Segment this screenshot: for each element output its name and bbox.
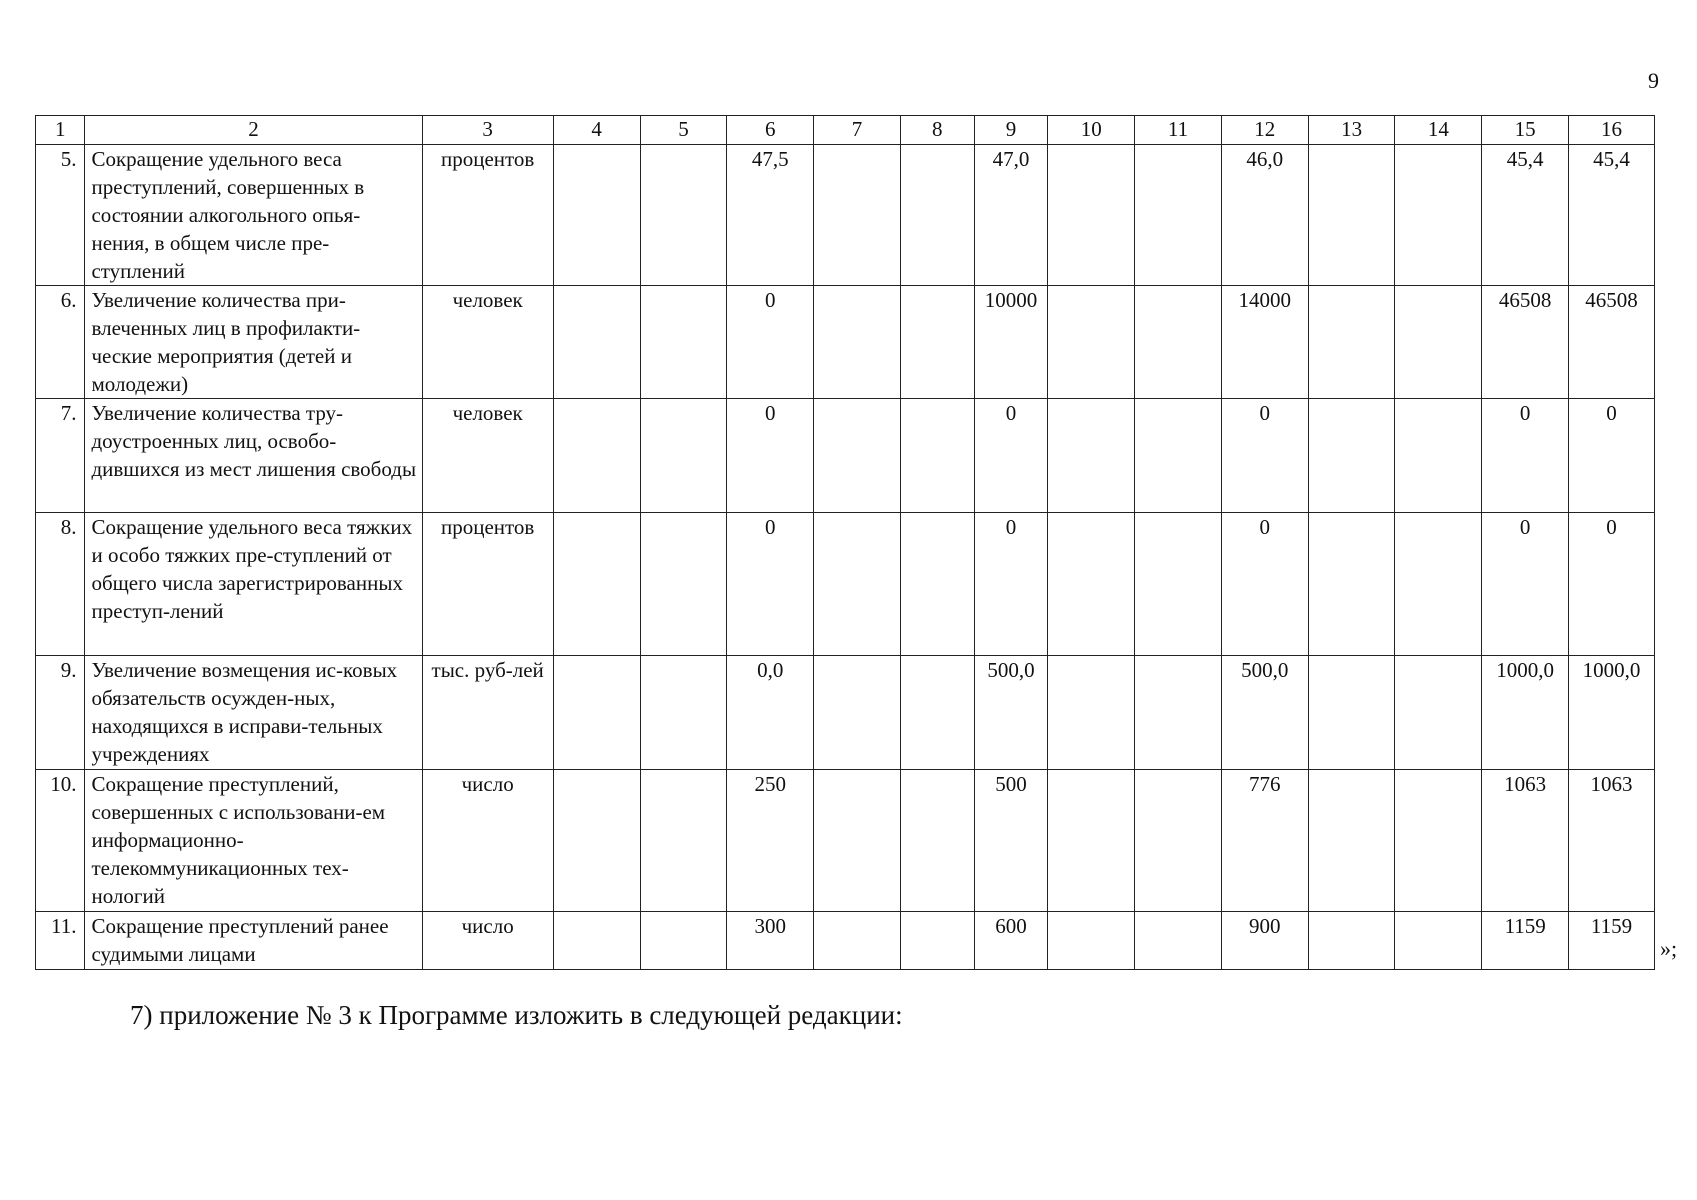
unit-cell: число	[422, 770, 553, 912]
unit-cell: процентов	[422, 145, 553, 286]
value-cell	[1135, 513, 1222, 656]
header-cell: 8	[900, 116, 974, 145]
value-cell	[1308, 513, 1395, 656]
unit-cell: число	[422, 912, 553, 970]
value-cell	[640, 770, 727, 912]
value-cell: 500	[974, 770, 1048, 912]
value-cell	[640, 286, 727, 399]
value-cell: 45,4	[1569, 145, 1655, 286]
value-cell	[1135, 399, 1222, 513]
header-cell: 6	[727, 116, 814, 145]
value-cell: 1159	[1482, 912, 1569, 970]
row-number: 11.	[36, 912, 85, 970]
header-cell: 11	[1135, 116, 1222, 145]
value-cell	[1308, 286, 1395, 399]
value-cell: 0	[727, 286, 814, 399]
value-cell	[814, 770, 901, 912]
value-cell	[900, 656, 974, 770]
table-row	[36, 286, 1655, 399]
value-cell: 1000,0	[1569, 656, 1655, 770]
value-cell: 14000	[1221, 286, 1308, 399]
value-cell: 10000	[974, 286, 1048, 399]
unit-cell: процентов	[422, 513, 553, 656]
value-cell	[814, 513, 901, 656]
value-cell: 250	[727, 770, 814, 912]
value-cell	[1395, 770, 1482, 912]
value-cell	[1048, 513, 1135, 656]
value-cell: 46508	[1569, 286, 1655, 399]
page-number: 9	[1648, 68, 1659, 93]
value-cell: 1063	[1482, 770, 1569, 912]
value-cell	[814, 286, 901, 399]
value-cell: 45,4	[1482, 145, 1569, 286]
header-cell: 15	[1482, 116, 1569, 145]
value-cell	[1135, 286, 1222, 399]
indicator-name: Сокращение преступлений ранее судимыми лицами	[85, 912, 422, 970]
value-cell	[553, 399, 640, 513]
header-cell: 14	[1395, 116, 1482, 145]
value-cell: 0	[727, 399, 814, 513]
value-cell	[640, 399, 727, 513]
row-number: 9.	[36, 656, 85, 770]
indicator-name: Увеличение количества при-влеченных лиц в профилакти-ческие мероприятия (детей и молодежи)	[85, 286, 422, 399]
value-cell	[900, 912, 974, 970]
value-cell: 1063	[1569, 770, 1655, 912]
value-cell: 1000,0	[1482, 656, 1569, 770]
unit-cell: человек	[422, 399, 553, 513]
value-cell	[640, 656, 727, 770]
value-cell: 0	[1221, 399, 1308, 513]
row-number: 7.	[36, 399, 85, 513]
header-cell: 16	[1569, 116, 1655, 145]
table-row	[36, 145, 1655, 286]
value-cell	[1395, 513, 1482, 656]
table-row	[36, 513, 1655, 656]
value-cell: 0	[974, 399, 1048, 513]
value-cell	[1395, 145, 1482, 286]
value-cell: 900	[1221, 912, 1308, 970]
value-cell: 600	[974, 912, 1048, 970]
value-cell	[900, 399, 974, 513]
row-number: 6.	[36, 286, 85, 399]
value-cell: 0	[1482, 399, 1569, 513]
closing-quote: »;	[1660, 936, 1678, 961]
value-cell: 0	[727, 513, 814, 656]
unit-cell: тыс. руб-лей	[422, 656, 553, 770]
value-cell	[900, 513, 974, 656]
row-number: 10.	[36, 770, 85, 912]
value-cell	[640, 513, 727, 656]
value-cell	[1395, 656, 1482, 770]
indicator-name: Сокращение удельного веса преступлений, совершенных в состоянии алкогольного опья-нения, в общем числе пре-ступлений	[85, 145, 422, 286]
indicators-table	[35, 115, 1655, 970]
value-cell: 500,0	[974, 656, 1048, 770]
value-cell	[1395, 286, 1482, 399]
value-cell	[900, 145, 974, 286]
value-cell	[1308, 145, 1395, 286]
value-cell: 500,0	[1221, 656, 1308, 770]
value-cell	[1135, 656, 1222, 770]
value-cell	[814, 912, 901, 970]
header-row	[36, 116, 1655, 145]
value-cell	[553, 513, 640, 656]
value-cell	[1308, 770, 1395, 912]
table-row	[36, 770, 1655, 912]
value-cell	[1135, 770, 1222, 912]
header-cell: 3	[422, 116, 553, 145]
value-cell	[640, 912, 727, 970]
header-cell: 1	[36, 116, 85, 145]
value-cell: 0	[1569, 513, 1655, 656]
header-cell: 12	[1221, 116, 1308, 145]
row-number: 8.	[36, 513, 85, 656]
table-row	[36, 912, 1655, 970]
value-cell: 0	[1482, 513, 1569, 656]
value-cell	[553, 912, 640, 970]
value-cell	[1395, 399, 1482, 513]
value-cell	[814, 399, 901, 513]
value-cell: 300	[727, 912, 814, 970]
value-cell: 46508	[1482, 286, 1569, 399]
value-cell	[553, 145, 640, 286]
value-cell: 46,0	[1221, 145, 1308, 286]
value-cell	[1135, 145, 1222, 286]
header-cell: 2	[85, 116, 422, 145]
value-cell	[900, 286, 974, 399]
value-cell: 0	[974, 513, 1048, 656]
value-cell	[1395, 912, 1482, 970]
indicator-name: Сокращение удельного веса тяжких и особо тяжких пре-ступлений от общего числа зарегистрированных преступ-лений	[85, 513, 422, 656]
header-cell: 13	[1308, 116, 1395, 145]
table-row	[36, 656, 1655, 770]
value-cell	[1048, 145, 1135, 286]
header-cell: 9	[974, 116, 1048, 145]
indicator-name: Увеличение возмещения ис-ковых обязательств осужден-ных, находящихся в исправи-тельных учреждениях	[85, 656, 422, 770]
value-cell	[553, 286, 640, 399]
value-cell	[553, 656, 640, 770]
value-cell	[640, 145, 727, 286]
value-cell	[814, 145, 901, 286]
header-cell: 5	[640, 116, 727, 145]
indicator-name: Увеличение количества тру-доустроенных лиц, освобо-дившихся из мест лишения свободы	[85, 399, 422, 513]
value-cell	[1048, 399, 1135, 513]
header-cell: 4	[553, 116, 640, 145]
value-cell: 47,0	[974, 145, 1048, 286]
amendment-paragraph: 7) приложение № 3 к Программе изложить в следующей редакции:	[130, 1000, 903, 1030]
value-cell	[1308, 656, 1395, 770]
value-cell: 0,0	[727, 656, 814, 770]
value-cell: 0	[1221, 513, 1308, 656]
value-cell: 0	[1569, 399, 1655, 513]
indicator-name: Сокращение преступлений, совершенных с использовани-ем информационно-телекоммуникационных тех-нологий	[85, 770, 422, 912]
table-row	[36, 399, 1655, 513]
value-cell	[1048, 656, 1135, 770]
row-number: 5.	[36, 145, 85, 286]
header-cell: 10	[1048, 116, 1135, 145]
value-cell	[1308, 399, 1395, 513]
value-cell	[1048, 286, 1135, 399]
value-cell	[814, 656, 901, 770]
value-cell: 776	[1221, 770, 1308, 912]
header-cell: 7	[814, 116, 901, 145]
value-cell	[553, 770, 640, 912]
value-cell	[1048, 770, 1135, 912]
value-cell	[1135, 912, 1222, 970]
value-cell: 1159	[1569, 912, 1655, 970]
value-cell: 47,5	[727, 145, 814, 286]
value-cell	[900, 770, 974, 912]
value-cell	[1308, 912, 1395, 970]
unit-cell: человек	[422, 286, 553, 399]
value-cell	[1048, 912, 1135, 970]
